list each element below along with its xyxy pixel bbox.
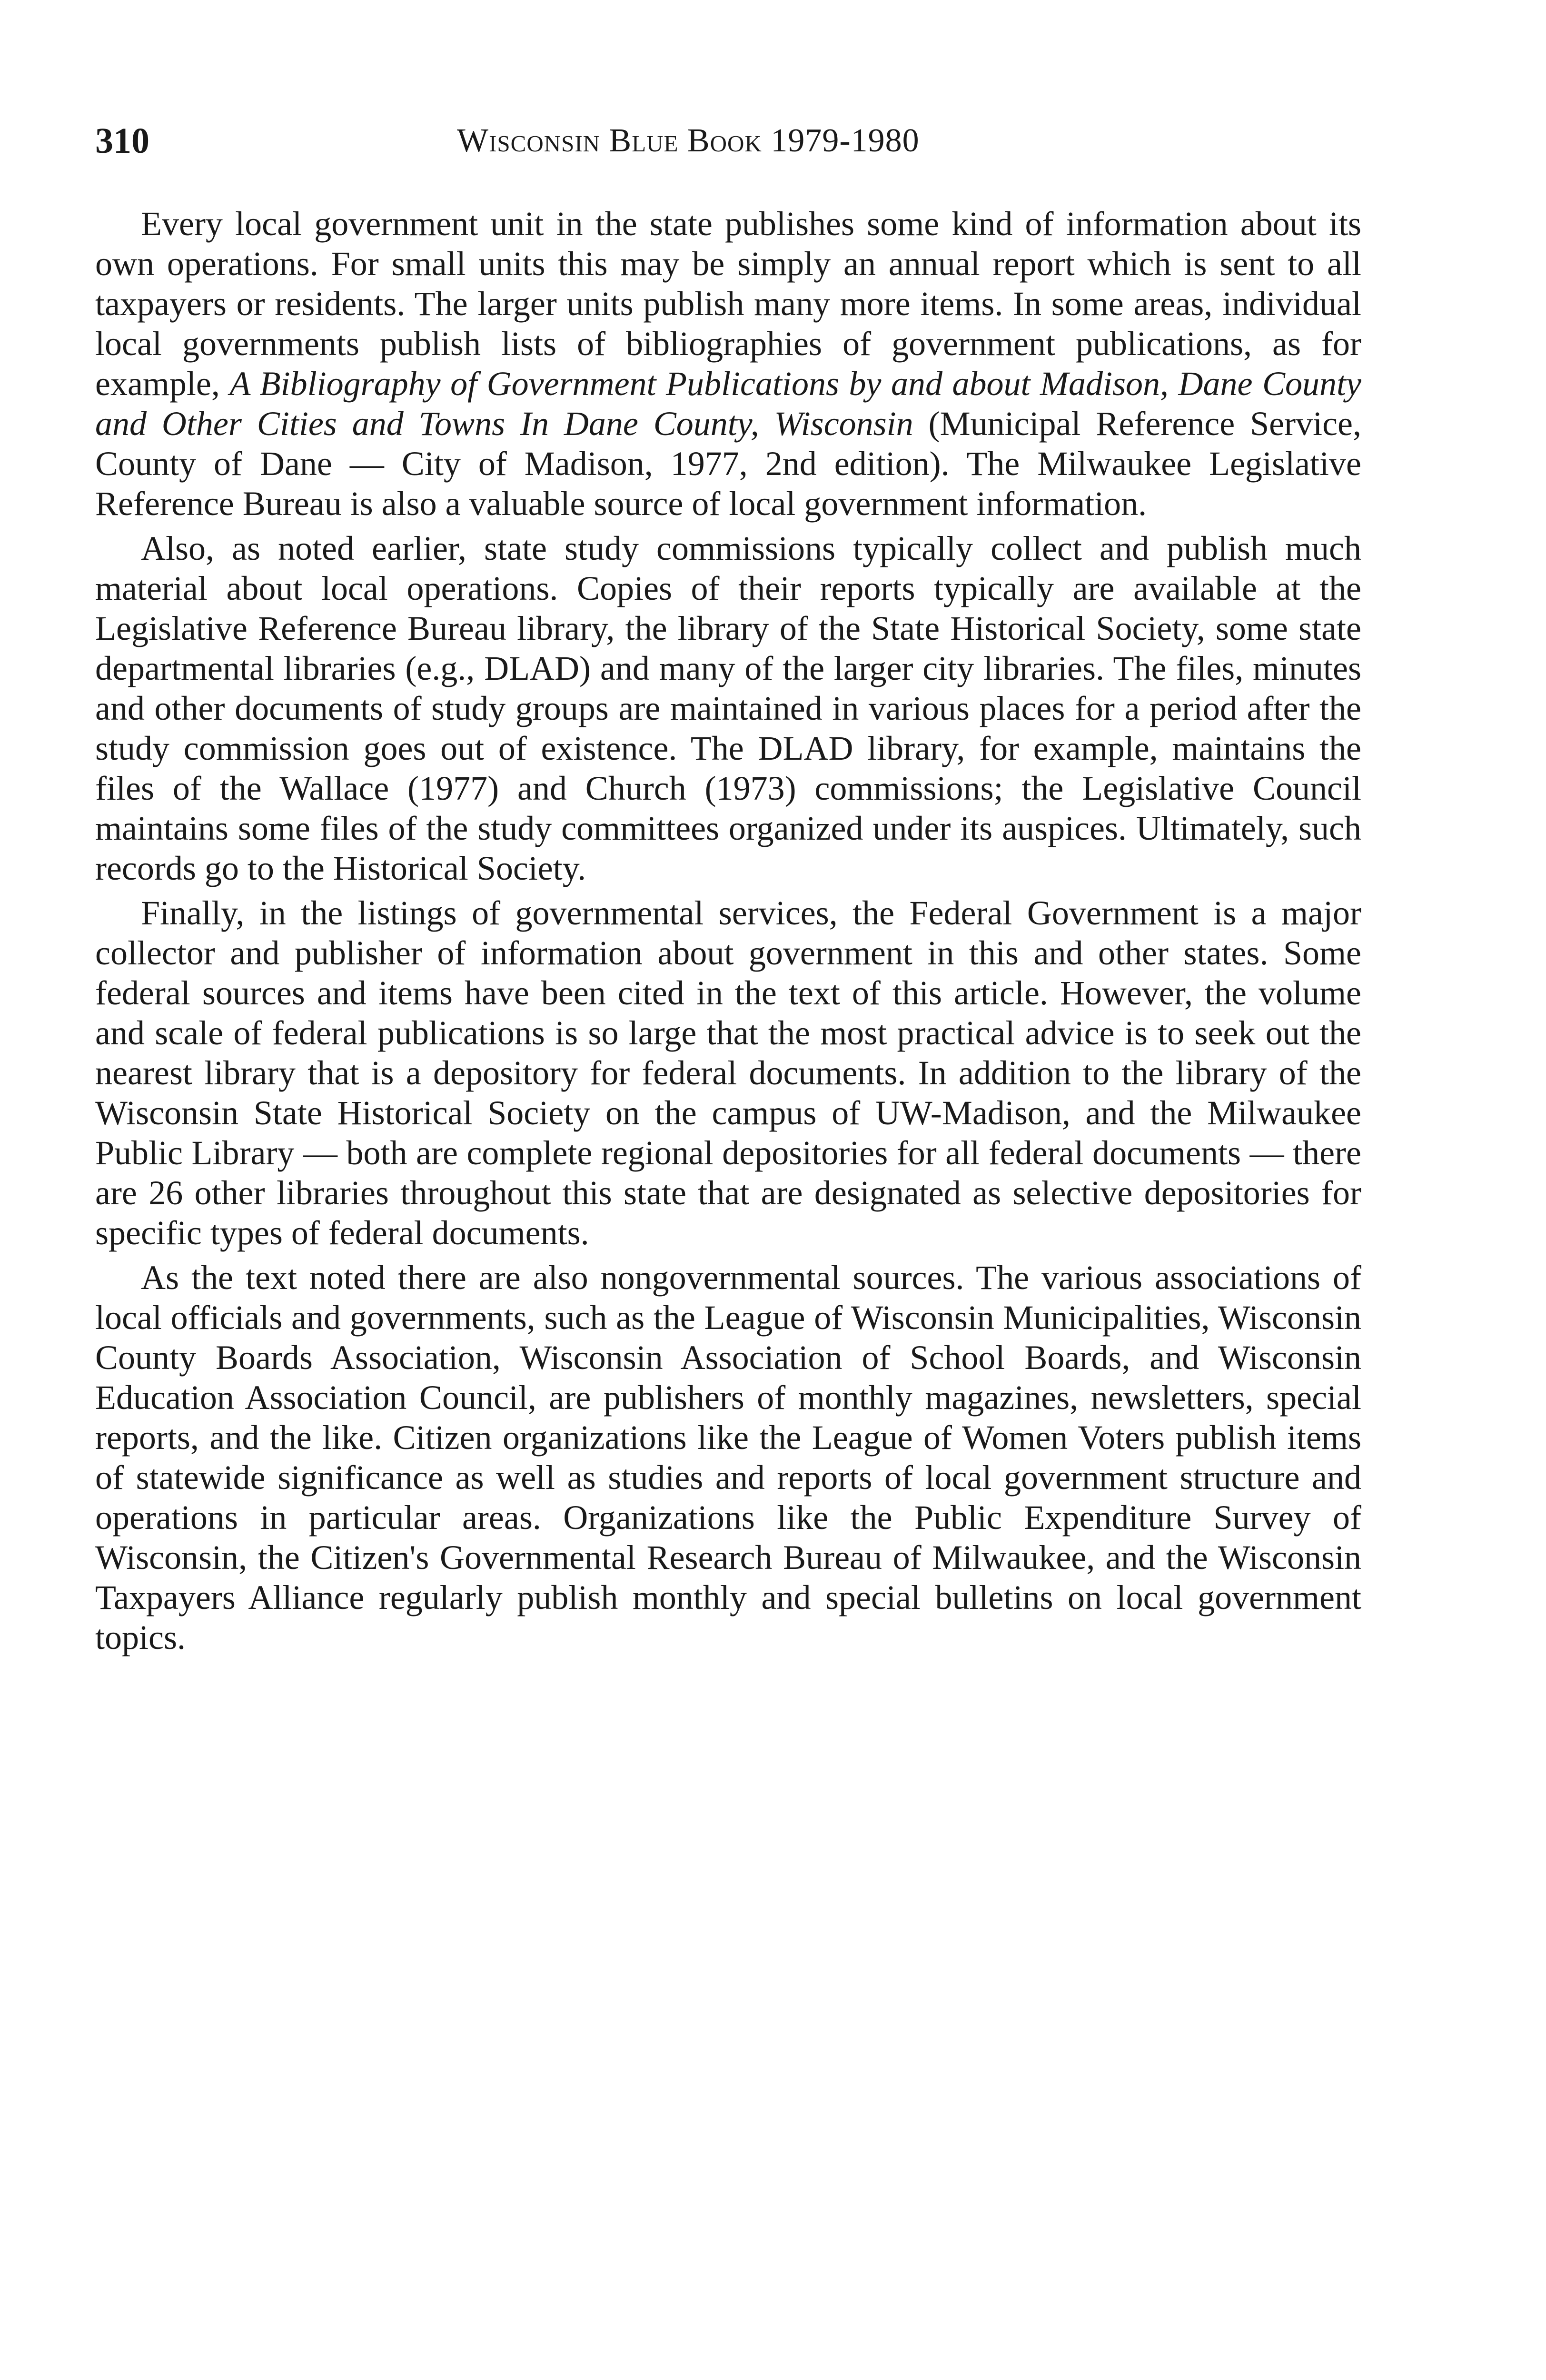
paragraph-federal-sources: Finally, in the listings of governmental services, the Federal Government is a major collector and publisher of information about government in this and other states. Some federal sources and items have been cited in the text of this article. However, the volume and scale of federal publications is so large that the most practical advice is to seek out the nearest library that is a depository for federal documents. In addition to the library of the Wisconsin State Historical Society on the campus of UW-Madison, and the Milwaukee Public Library — both are complete regional depositories for all federal documents — there are 26 other libraries throughout this state that are designated as selective depositories for specific types of federal documents. xyxy=(95,894,1361,1252)
article-body xyxy=(95,204,1361,1662)
running-header xyxy=(95,112,1361,169)
page-number: 310 xyxy=(95,121,149,161)
paragraph-text: (Municipal Reference Service, County of Dane — City of Madison, 1977, 2nd edition). The Milwaukee Legislative Reference Bureau is also a valuable source of local government information. xyxy=(95,405,1361,523)
paragraph-nongovernmental-sources: As the text noted there are also nongovernmental sources. The various associations of local officials and governments, such as the League of Wisconsin Municipalities, Wisconsin County Boards Association, Wisconsin Association of School Boards, and Wisconsin Education Association Council, are publishers of monthly magazines, newsletters, special reports, and the like. Citizen organizations like the League of Women Voters publish items of statewide significance as well as studies and reports of local government structure and operations in particular areas. Organizations like the Public Expenditure Survey of Wisconsin, the Citizen's Governmental Research Bureau of Milwaukee, and the Wisconsin Taxpayers Alliance regularly publish monthly and special bulletins on local government topics. xyxy=(95,1259,1361,1656)
publication-title: A Bibliography of Government Publications by and about Madison, Dane County and Other Cities and Towns In Dane County, Wisconsin xyxy=(95,365,1361,443)
paragraph-text: Every local government unit in the state publishes some kind of information about its own operations. For small units this may be simply an annual report which is sent to all taxpayers or residents. The larger units publish many more items. In some areas, individual local governments publish lists of bibliographies of government publications, as for example, xyxy=(95,205,1361,403)
book-title: Wisconsin Blue Book 1979-1980 xyxy=(457,122,920,159)
paragraph-study-commissions: Also, as noted earlier, state study commissions typically collect and publish much material about local operations. Copies of their reports typically are available at the Legislative Reference Bureau library, the library of the State Historical Society, some state departmental libraries (e.g., DLAD) and many of the larger city libraries. The files, minutes and other documents of study groups are maintained in various places for a period after the study commission goes out of existence. The DLAD library, for example, maintains the files of the Wallace (1977) and Church (1973) commissions; the Legislative Council maintains some files of the study committees organized under its auspices. Ultimately, such records go to the Historical Society. xyxy=(95,529,1361,887)
paragraph-local-publications xyxy=(95,204,1361,524)
